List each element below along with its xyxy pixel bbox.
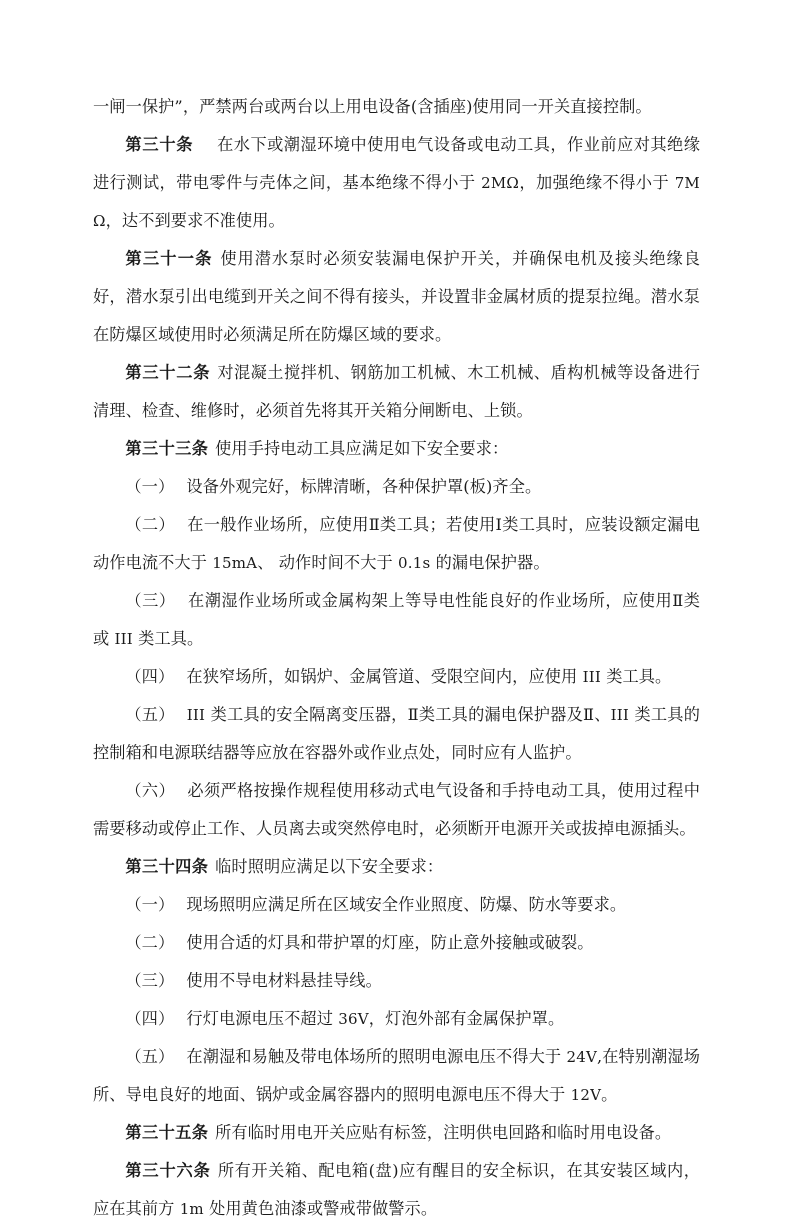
inline-latin-run: III bbox=[114, 630, 133, 648]
list-item-marker: （六） bbox=[125, 781, 176, 800]
list-item bbox=[93, 696, 700, 772]
list-item-text: 必须严格按操作规程使用移动式电气设备和手持电动工具，使用过程中需要移动或停止工作、人员离去或突然停电时，必须断开电源开关或拔掉电源插头。 bbox=[93, 781, 700, 838]
article-paragraph bbox=[93, 126, 700, 240]
article-paragraph bbox=[93, 354, 700, 430]
list-item bbox=[93, 772, 700, 848]
article-text: 对混凝土搅拌机、钢筋加工机械、木工机械、盾构机械等设备进行清理、检查、维修时，必须首先将其开关箱分闸断电、上锁。 bbox=[93, 363, 700, 420]
article-text: 所有临时用电开关应贴有标签，注明供电回路和临时用电设备。 bbox=[215, 1123, 672, 1142]
inline-latin-run: 7MΩ bbox=[93, 174, 700, 230]
article-label: 第三十五条 bbox=[125, 1123, 209, 1142]
article-text: 使用手持电动工具应满足如下安全要求： bbox=[215, 439, 509, 458]
article-paragraph bbox=[93, 240, 700, 354]
list-item-text: 行灯电源电压不超过 36V，灯泡外部有金属保护罩。 bbox=[186, 1009, 565, 1028]
inline-latin-run: III bbox=[610, 706, 630, 724]
inline-latin-run: 2MΩ bbox=[481, 174, 520, 192]
inline-latin-run: III bbox=[582, 668, 601, 686]
list-item-text: 在一般作业场所，应使用Ⅱ类工具；若使用Ⅰ类工具时，应装设额定漏电动作电流不大于 15mA、 动作时间不大于 0.1s 的漏电保护器。 bbox=[93, 515, 700, 572]
article-label: 第三十一条 bbox=[125, 249, 213, 268]
paragraph-continuation bbox=[93, 88, 700, 126]
article-paragraph bbox=[93, 430, 700, 468]
list-item-text: III 类工具的安全隔离变压器，Ⅱ类工具的漏电保护器及Ⅱ、III 类工具的控制箱和电源联结器等应放在容器外或作业点处，同时应有人监护。 bbox=[93, 705, 700, 762]
article-text: 临时照明应满足以下安全要求： bbox=[215, 857, 444, 876]
list-item bbox=[93, 506, 700, 582]
paragraph-text: 一闸一保护”，严禁两台或两台以上用电设备(含插座)使用同一开关直接控制。 bbox=[93, 97, 652, 116]
list-item-text: 现场照明应满足所在区域安全作业照度、防爆、防水等要求。 bbox=[186, 895, 627, 914]
inline-latin-run: III bbox=[186, 706, 206, 724]
article-label: 第三十三条 bbox=[125, 439, 209, 458]
list-item bbox=[93, 658, 700, 696]
list-item-marker: （四） bbox=[125, 1009, 175, 1028]
article-text: 在水下或潮湿环境中使用电气设备或电动工具，作业前应对其绝缘进行测试，带电零件与壳体之间，基本绝缘不得小于 2MΩ，加强绝缘不得小于 7MΩ，达不到要求不准使用。 bbox=[93, 135, 700, 230]
document-body bbox=[93, 88, 700, 1228]
list-item-marker: （一） bbox=[125, 477, 175, 496]
inline-latin-run: 0.1s bbox=[398, 554, 431, 572]
list-item-text: 使用合适的灯具和带护罩的灯座，防止意外接触或破裂。 bbox=[186, 933, 594, 952]
list-item bbox=[93, 468, 700, 506]
article-text: 所有开关箱、配电箱(盘)应有醒目的安全标识，在其安装区域内，应在其前方 1m 处用黄色油漆或警戒带做警示。 bbox=[93, 1161, 701, 1218]
list-item-text: 在潮湿和易触及带电体场所的照明电源电压不得大于 24V,在特别潮湿场所、导电良好的地面、锅炉或金属容器内的照明电源电压不得大于 12V。 bbox=[93, 1047, 700, 1104]
article-paragraph bbox=[93, 1152, 700, 1228]
list-item-text: 在潮湿作业场所或金属构架上等导电性能良好的作业场所，应使用Ⅱ类或 III 类工具。 bbox=[93, 591, 700, 648]
list-item-text: 在狭窄场所，如锅炉、金属管道、受限空间内，应使用 III 类工具。 bbox=[186, 667, 672, 686]
inline-latin-run: 36V bbox=[338, 1010, 369, 1028]
article-label: 第三十六条 bbox=[125, 1161, 211, 1180]
article-paragraph bbox=[93, 848, 700, 886]
list-item-text: 设备外观完好，标牌清晰，各种保护罩(板)齐全。 bbox=[186, 477, 542, 496]
article-paragraph bbox=[93, 1114, 700, 1152]
article-label: 第三十四条 bbox=[125, 857, 209, 876]
inline-latin-run: 12V bbox=[570, 1086, 602, 1104]
list-item-marker: （二） bbox=[125, 933, 175, 952]
list-item-text: 使用不导电材料悬挂导线。 bbox=[186, 971, 382, 990]
list-item bbox=[93, 962, 700, 1000]
list-item bbox=[93, 1000, 700, 1038]
list-item-marker: （一） bbox=[125, 895, 175, 914]
list-item bbox=[93, 886, 700, 924]
list-item bbox=[93, 582, 700, 658]
inline-latin-run: 24V bbox=[566, 1048, 597, 1066]
list-item-marker: （三） bbox=[125, 971, 175, 990]
list-item-marker: （五） bbox=[125, 705, 175, 724]
article-label: 第三十条 bbox=[125, 135, 194, 154]
inline-latin-run: 1m bbox=[179, 1200, 204, 1218]
list-item-marker: （三） bbox=[125, 591, 176, 610]
list-item-marker: （二） bbox=[125, 515, 175, 534]
list-item bbox=[93, 1038, 700, 1114]
list-item bbox=[93, 924, 700, 962]
list-item-marker: （五） bbox=[125, 1047, 175, 1066]
list-item-marker: （四） bbox=[125, 667, 175, 686]
article-text: 使用潜水泵时必须安装漏电保护开关，并确保电机及接头绝缘良好，潜水泵引出电缆到开关之间不得有接头，并设置非金属材质的提泵拉绳。潜水泵在防爆区域使用时必须满足所在防爆区域的要求。 bbox=[93, 249, 700, 344]
article-label: 第三十二条 bbox=[125, 363, 211, 382]
inline-latin-run: 15mA bbox=[212, 554, 258, 572]
